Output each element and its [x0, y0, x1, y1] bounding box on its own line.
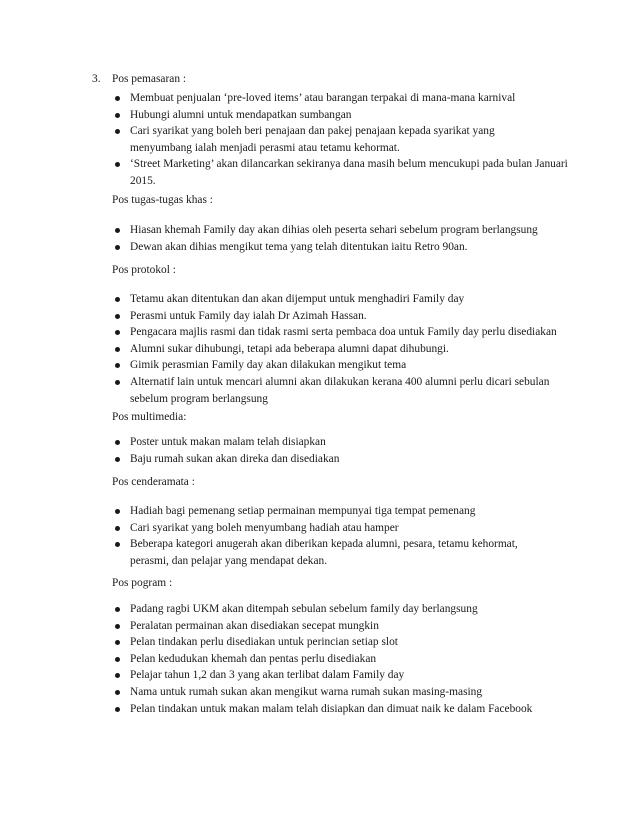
bullet-icon: [115, 245, 120, 250]
bullet-icon: [115, 707, 120, 712]
section-title-cenderamata: Pos cenderamata :: [112, 476, 195, 488]
list-item: Cari syarikat yang boleh menyumbang hadiah atau hamper: [112, 520, 582, 537]
list-item: Cari syarikat yang boleh beri penajaan dan pakej penajaan kepada syarikat yang menyumbang ialah menjadi perasmi atau tetamu kehormat.: [112, 123, 525, 156]
bullet-list-pogram: [112, 601, 582, 717]
list-item: Perasmi untuk Family day ialah Dr Azimah Hassan.: [112, 308, 582, 325]
list-item: Pelajar tahun 1,2 dan 3 yang akan terlibat dalam Family day: [112, 667, 582, 684]
list-item: Nama untuk rumah sukan akan mengikut warna rumah sukan masing-masing: [112, 684, 582, 701]
bullet-icon: [115, 113, 120, 118]
list-item: Gimik perasmian Family day akan dilakukan mengikut tema: [112, 357, 582, 374]
bullet-icon: [115, 228, 120, 233]
bullet-list-protokol: [112, 291, 582, 407]
section-title-tugas-khas: Pos tugas-tugas khas :: [112, 194, 213, 206]
bullet-icon: [115, 314, 120, 319]
bullet-icon: [115, 673, 120, 678]
bullet-icon: [115, 440, 120, 445]
list-item: Tetamu akan ditentukan dan akan dijemput untuk menghadiri Family day: [112, 291, 582, 308]
bullet-icon: [115, 363, 120, 368]
bullet-list-pemasaran: [112, 90, 582, 190]
list-item: Hubungi alumni untuk mendapatkan sumbangan: [112, 107, 582, 124]
list-item: ‘Street Marketing’ akan dilancarkan sekiranya dana masih belum mencukupi pada bulan Januari 2015.: [112, 156, 582, 189]
bullet-icon: [115, 129, 120, 134]
bullet-icon: [115, 162, 120, 167]
bullet-icon: [115, 457, 120, 462]
bullet-list-cenderamata: [112, 503, 582, 569]
bullet-list-tugas-khas: [112, 222, 582, 255]
section-title-protokol: Pos protokol :: [112, 264, 176, 276]
bullet-icon: [115, 509, 120, 514]
list-item: Alumni sukar dihubungi, tetapi ada beberapa alumni dapat dihubungi.: [112, 341, 582, 358]
bullet-icon: [115, 526, 120, 531]
bullet-icon: [115, 640, 120, 645]
bullet-icon: [115, 690, 120, 695]
list-item: Pengacara majlis rasmi dan tidak rasmi serta pembaca doa untuk Family day perlu disediakan: [112, 324, 582, 341]
section-title-pogram: Pos pogram :: [112, 577, 173, 589]
bullet-icon: [115, 297, 120, 302]
bullet-icon: [115, 542, 120, 547]
bullet-icon: [115, 96, 120, 101]
bullet-icon: [115, 380, 120, 385]
bullet-list-multimedia: [112, 434, 582, 467]
list-item: Padang ragbi UKM akan ditempah sebulan sebelum family day berlangsung: [112, 601, 582, 618]
section-heading-pemasaran: [92, 71, 186, 87]
list-item: Dewan akan dihias mengikut tema yang telah ditentukan iaitu Retro 90an.: [112, 239, 582, 256]
list-item: Baju rumah sukan akan direka dan disediakan: [112, 451, 582, 468]
list-item: Hiasan khemah Family day akan dihias oleh peserta sehari sebelum program berlangsung: [112, 222, 582, 239]
list-item: Beberapa kategori anugerah akan diberikan kepada alumni, pesara, tetamu kehormat, perasmi, dan pelajar yang mendapat dekan.: [112, 536, 530, 569]
list-item: Hadiah bagi pemenang setiap permainan mempunyai tiga tempat pemenang: [112, 503, 582, 520]
list-item: Poster untuk makan malam telah disiapkan: [112, 434, 582, 451]
bullet-icon: [115, 624, 120, 629]
list-item: Pelan kedudukan khemah dan pentas perlu disediakan: [112, 651, 582, 668]
bullet-icon: [115, 657, 120, 662]
list-item: Peralatan permainan akan disediakan secepat mungkin: [112, 618, 582, 635]
bullet-icon: [115, 330, 120, 335]
list-item: Pelan tindakan untuk makan malam telah disiapkan dan dimuat naik ke dalam Facebook: [112, 701, 582, 718]
list-item: Membuat penjualan ‘pre-loved items’ atau barangan terpakai di mana-mana karnival: [112, 90, 582, 107]
bullet-icon: [115, 347, 120, 352]
list-item: Pelan tindakan perlu disediakan untuk perincian setiap slot: [112, 634, 582, 651]
list-item: Alternatif lain untuk mencari alumni akan dilakukan kerana 400 alumni perlu dicari sebulan sebelum program berlangsung: [112, 374, 582, 407]
section-number: 3.: [92, 73, 101, 85]
bullet-icon: [115, 607, 120, 612]
section-title: Pos pemasaran :: [112, 73, 187, 85]
section-title-multimedia: Pos multimedia:: [112, 411, 187, 423]
